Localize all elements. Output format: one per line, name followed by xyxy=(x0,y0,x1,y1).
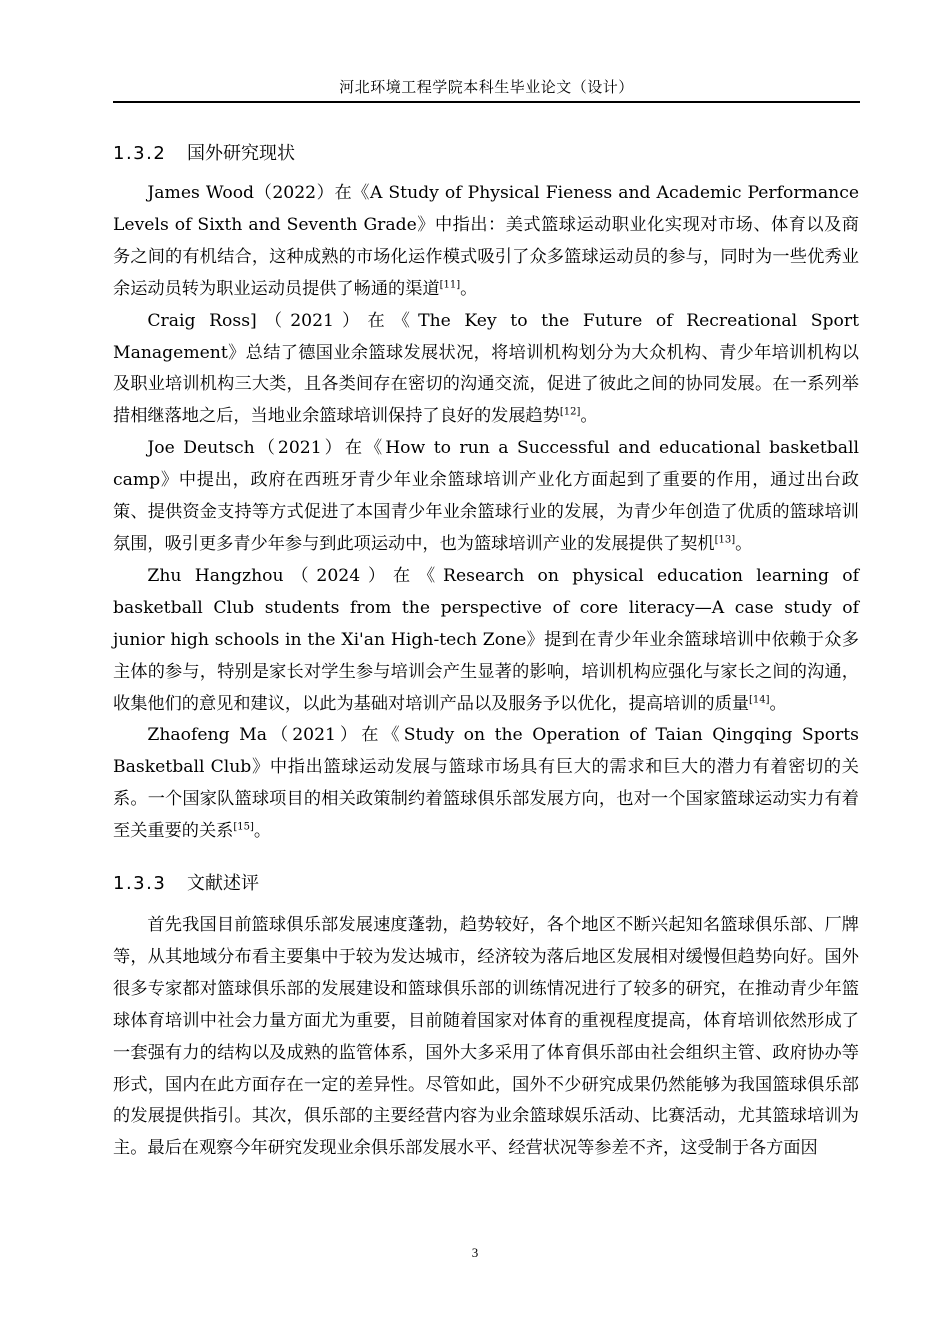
paragraph-text: James Wood（2022）在《A Study of Physical Fieness and Academic Performance Levels of Sixth and Seventh Grade》中指出：美式篮球运动职业化实现对市场、体育以及商务之间的有机结合，这种成熟的市场化运作模式吸引了众多篮球运动员的参与，同时为一些优秀业余运动员转为职业运动员提供了畅通的渠道 xyxy=(113,183,859,299)
paragraph xyxy=(113,433,859,561)
section-title: 国外研究现状 xyxy=(187,143,295,164)
paragraph-end: 。 xyxy=(769,693,787,714)
paragraph xyxy=(113,178,859,306)
paragraph-text: Joe Deutsch（2021）在《How to run a Successful and educational basketball camp》中提出，政府在西班牙青少年业余篮球培训产业化方面起到了重要的作用，通过出台政策、提供资金支持等方式促进了本国青少年业余篮球行业的发展，为青少年创造了优质的篮球培训氛围，吸引更多青少年参与到此项运动中，也为篮球培训产业的发展提供了契机 xyxy=(113,438,859,554)
citation-ref: [11] xyxy=(439,278,461,290)
citation-ref: [12] xyxy=(559,406,581,418)
paragraph xyxy=(113,910,859,1165)
paragraph xyxy=(113,720,859,848)
section-heading xyxy=(113,868,859,900)
page-body xyxy=(113,138,859,1165)
paragraph xyxy=(113,561,859,721)
header-rule xyxy=(113,101,860,103)
paragraph-end: 。 xyxy=(460,278,478,299)
paragraph-end: 。 xyxy=(735,533,753,554)
paragraph-end: 。 xyxy=(580,406,598,427)
paragraph-end: 。 xyxy=(253,821,272,842)
section-title: 文献述评 xyxy=(187,873,259,895)
paragraph xyxy=(113,306,859,434)
page-header: 河北环境工程学院本科生毕业论文（设计） xyxy=(339,78,634,96)
section-number: 1.3.2 xyxy=(113,143,167,164)
page-number: 3 xyxy=(471,1245,479,1260)
paragraph-text: Zhu Hangzhou（2024）在《Research on physical education learning of basketball Club students from the perspective of core literacy—A case study of junior high schools in the Xi'an High-tech Zone》提到在青少年业余篮球培训中依赖于众多主体的参与，特别是家长对学生参与培训会产生显著的影响，培训机构应强化与家长之间的沟通，收集他们的意见和建议，以此为基础对培训产品以及服务予以优化，提高培训的质量 xyxy=(113,565,859,714)
section-heading xyxy=(113,138,859,170)
paragraph-text: Craig Ross]（2021）在《The Key to the Future of Recreational Sport Management》总结了德国业余篮球发展状况，将培训机构划分为大众机构、青少年培训机构以及职业培训机构三大类，且各类间存在密切的沟通交流，促进了彼此之间的协同发展。在一系列举措相继落地之后，当地业余篮球培训保持了良好的发展趋势 xyxy=(113,310,859,427)
citation-ref: [15] xyxy=(233,821,254,833)
section-number: 1.3.3 xyxy=(113,873,167,895)
paragraph-text: Zhaofeng Ma（2021）在《Study on the Operation of Taian Qingqing Sports Basketball Club》中指出篮球运动发展与篮球市场具有巨大的需求和巨大的潜力有着密切的关系。一个国家队篮球项目的相关政策制约着篮球俱乐部发展方向，也对一个国家篮球运动实力有着至关重要的关系 xyxy=(113,725,859,842)
paragraph-text: 首先我国目前篮球俱乐部发展速度蓬勃，趋势较好，各个地区不断兴起知名篮球俱乐部、厂牌等，从其地域分布看主要集中于较为发达城市，经济较为落后地区发展相对缓慢但趋势向好。国外很多专家都对篮球俱乐部的发展建设和篮球俱乐部的训练情况进行了较多的研究，在推动青少年篮球体育培训中社会力量方面尤为重要，目前随着国家对体育的重视程度提高，体育培训依然形成了一套强有力的结构以及成熟的监管体系，国外大多采用了体育俱乐部由社会组织主管、政府协办等形式，国内在此方面存在一定的差异性。尽管如此，国外不少研究成果仍然能够为我国篮球俱乐部的发展提供指引。其次，俱乐部的主要经营内容为业余篮球娱乐活动、比赛活动，尤其篮球培训为主。最后在观察今年研究发现业余俱乐部发展水平、经营状况等参差不齐，这受制于各方面因 xyxy=(113,915,859,1159)
citation-ref: [13] xyxy=(714,534,736,546)
citation-ref: [14] xyxy=(748,693,770,705)
